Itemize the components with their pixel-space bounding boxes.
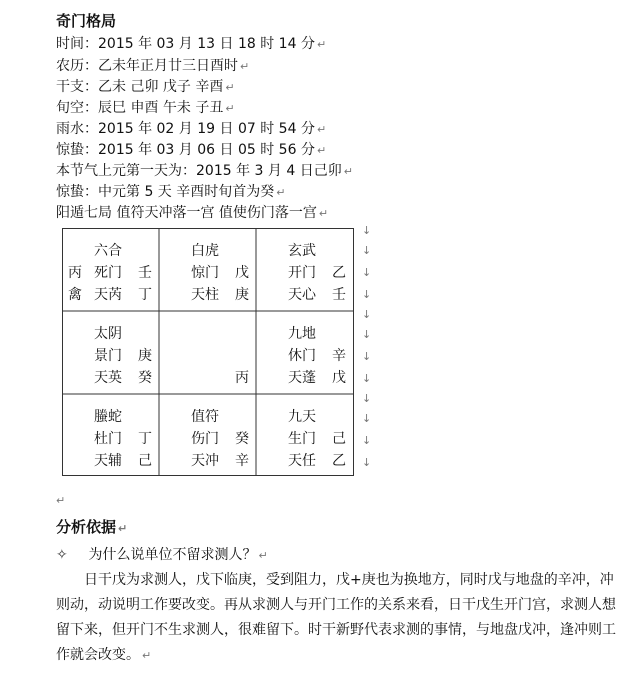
palace-door: 杜门 bbox=[94, 431, 122, 447]
palace-god: 太阴 bbox=[94, 326, 122, 342]
palace-cell-6 bbox=[256, 311, 352, 393]
palace-right-stem: 戊 bbox=[235, 265, 249, 281]
palace-earth-stem: 己 bbox=[138, 453, 152, 469]
analysis-paragraph: 日干戊为求测人，戊下临庚，受到阻力，戊+庚也为换地方，同时戊与地盘的辛冲，冲则动，动说明工作要改变。再从求测人与开门工作的关系来看，日干戊生开门宫，求测人想留下来，但开门不生求测人，很难留下。时干新野代表求测的事情，与地盘戊冲，逢冲则工作就会改变。 ↵ bbox=[56, 572, 616, 663]
section-title-qimen: 奇门格局 bbox=[56, 12, 117, 30]
row-mark: ↓ bbox=[362, 412, 372, 425]
row-mark: ↓ bbox=[362, 308, 372, 321]
row-mark: ↓ bbox=[362, 434, 372, 447]
palace-star: 天英 bbox=[94, 370, 122, 386]
question-text: 为什么说单位不留求测人？ bbox=[88, 547, 257, 563]
row-mark: ↓ bbox=[362, 224, 372, 237]
palace-earth-stem: 癸 bbox=[138, 370, 152, 386]
palace-earth-stem: 庚 bbox=[235, 287, 249, 303]
palace-god: 九地 bbox=[288, 326, 316, 342]
palace-door: 惊门 bbox=[191, 265, 219, 281]
row-mark: ↓ bbox=[362, 392, 372, 405]
info-line-xunshou: 惊蛰：中元第 5 天 辛酉时旬首为癸 ↵ bbox=[56, 184, 286, 200]
palace-god: 白虎 bbox=[191, 243, 219, 259]
palace-door: 景门 bbox=[94, 348, 122, 364]
row-mark: ↓ bbox=[362, 266, 372, 279]
palace-god: 螣蛇 bbox=[94, 409, 122, 425]
palace-cell-5 bbox=[159, 311, 255, 393]
palace-god: 玄武 bbox=[288, 243, 316, 259]
palace-earth-stem: 丙 bbox=[235, 370, 249, 386]
palace-door: 死门 bbox=[94, 265, 122, 281]
row-mark: ↓ bbox=[362, 244, 372, 257]
palace-star: 天任 bbox=[288, 453, 316, 469]
palace-cell-3 bbox=[256, 228, 352, 310]
palace-god: 九天 bbox=[288, 409, 316, 425]
info-line-ganzhi: 干支：乙未 己卯 戊子 辛酉 ↵ bbox=[56, 79, 235, 95]
palace-earth-stem: 戊 bbox=[332, 370, 346, 386]
paragraph-mark: ↵ bbox=[142, 649, 152, 662]
paragraph-mark: ↵ bbox=[316, 123, 327, 136]
paragraph-mark: ↵ bbox=[225, 102, 235, 115]
palace-earth-stem: 丁 bbox=[138, 287, 152, 303]
palace-cell-2 bbox=[159, 228, 255, 310]
paragraph-mark: ↵ bbox=[343, 165, 353, 178]
info-line-first-day: 本节气上元第一天为：2015 年 3 月 4 日己卯 ↵ bbox=[56, 163, 353, 179]
palace-earth-stem: 乙 bbox=[332, 453, 346, 469]
palace-right-stem: 丁 bbox=[138, 431, 152, 447]
paragraph-mark: ↵ bbox=[316, 144, 327, 157]
info-line-xunkong: 旬空：辰巳 申酉 午未 子丑 ↵ bbox=[56, 100, 235, 116]
palace-earth-stem: 壬 bbox=[332, 287, 346, 303]
palace-left-stem: 丙 bbox=[68, 265, 82, 281]
palace-star: 天心 bbox=[288, 287, 316, 303]
palace-right-stem: 癸 bbox=[235, 431, 249, 447]
palace-star: 天柱 bbox=[191, 287, 219, 303]
section-title-analysis: 分析依据 ↵ bbox=[56, 518, 128, 536]
palace-door: 生门 bbox=[288, 431, 316, 447]
palace-cell-1 bbox=[62, 228, 158, 310]
nine-palace-grid bbox=[62, 228, 354, 476]
palace-right-stem: 壬 bbox=[138, 265, 152, 281]
palace-door: 休门 bbox=[288, 348, 316, 364]
diamond-bullet-icon: ✧ bbox=[56, 547, 68, 563]
palace-cell-9 bbox=[256, 394, 352, 476]
paragraph-mark: ↵ bbox=[316, 38, 327, 51]
palace-left-star: 禽 bbox=[68, 287, 82, 303]
palace-star: 天蓬 bbox=[288, 370, 316, 386]
row-mark: ↓ bbox=[362, 372, 372, 385]
paragraph-mark: ↵ bbox=[56, 494, 66, 507]
palace-cell-7 bbox=[62, 394, 158, 476]
paragraph-mark: ↵ bbox=[258, 549, 268, 562]
palace-earth-stem: 辛 bbox=[235, 453, 249, 469]
palace-door: 开门 bbox=[288, 265, 316, 281]
palace-god: 六合 bbox=[94, 243, 122, 259]
palace-cell-4 bbox=[62, 311, 158, 393]
row-mark: ↓ bbox=[362, 456, 372, 469]
palace-door: 伤门 bbox=[191, 431, 219, 447]
palace-right-stem: 乙 bbox=[332, 265, 346, 281]
info-line-jingzhe: 惊蛰：2015 年 03 月 06 日 05 时 56 分 ↵ bbox=[56, 142, 327, 158]
paragraph-mark: ↵ bbox=[118, 522, 128, 535]
paragraph-mark: ↵ bbox=[318, 207, 329, 220]
row-mark: ↓ bbox=[362, 288, 372, 301]
info-line-ju: 阳遁七局 值符天冲落一宫 值使伤门落一宫 ↵ bbox=[56, 205, 329, 221]
paragraph-mark: ↵ bbox=[240, 60, 250, 73]
row-mark: ↓ bbox=[362, 350, 372, 363]
palace-cell-8 bbox=[159, 394, 255, 476]
paragraph-mark: ↵ bbox=[276, 186, 286, 199]
palace-right-stem: 己 bbox=[332, 431, 346, 447]
info-line-time: 时间：2015 年 03 月 13 日 18 时 14 分 ↵ bbox=[56, 36, 327, 52]
info-line-yushui: 雨水：2015 年 02 月 19 日 07 时 54 分 ↵ bbox=[56, 121, 327, 137]
palace-star: 天辅 bbox=[94, 453, 122, 469]
question-line bbox=[56, 544, 268, 564]
palace-right-stem: 庚 bbox=[138, 348, 152, 364]
palace-god: 值符 bbox=[191, 409, 219, 425]
palace-star: 天芮 bbox=[94, 287, 122, 303]
paragraph-mark: ↵ bbox=[225, 81, 235, 94]
palace-right-stem: 辛 bbox=[332, 348, 346, 364]
row-mark: ↓ bbox=[362, 328, 372, 341]
palace-star: 天冲 bbox=[191, 453, 219, 469]
info-line-lunar: 农历：乙未年正月廿三日酉时 ↵ bbox=[56, 58, 250, 74]
